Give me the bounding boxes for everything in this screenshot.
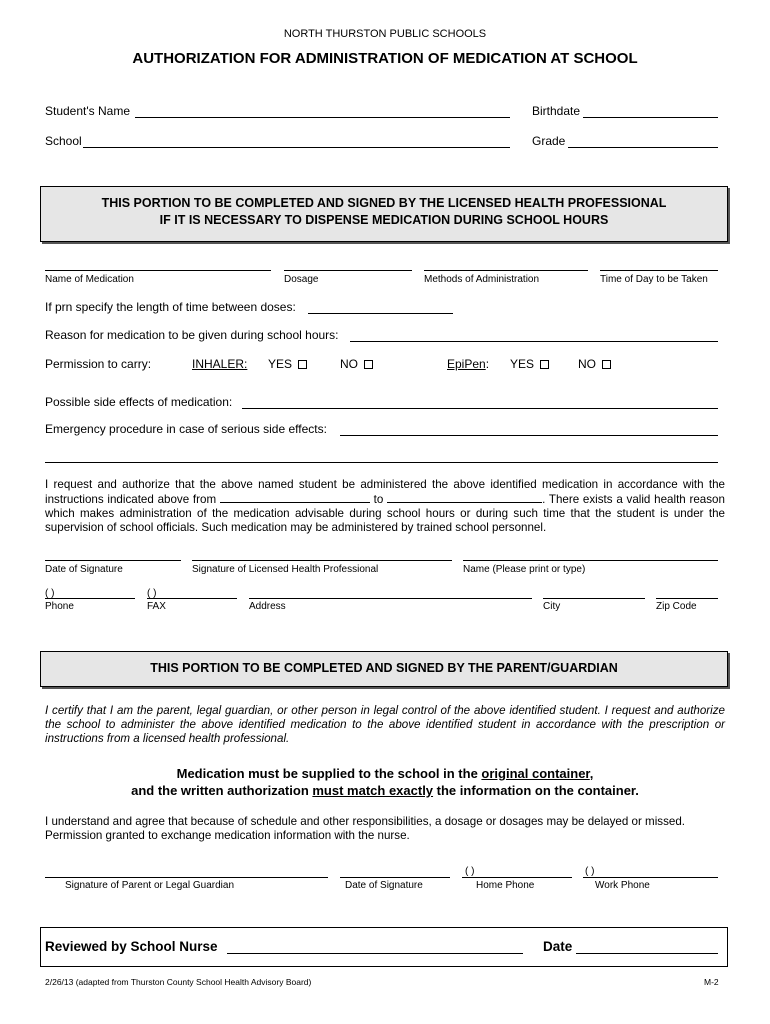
school-label: School xyxy=(45,134,82,148)
epipen-label: EpiPen xyxy=(447,357,486,371)
address-field[interactable] xyxy=(249,598,532,599)
medication-name-field[interactable] xyxy=(45,270,271,271)
student-name-label: Student's Name xyxy=(45,104,131,118)
parent-date-field[interactable] xyxy=(340,877,450,878)
dosage-label: Dosage xyxy=(284,274,319,285)
parent-signature-field[interactable] xyxy=(45,877,328,878)
nurse-signature-field[interactable] xyxy=(227,953,523,954)
student-name-field[interactable] xyxy=(135,117,510,118)
inhaler-no-label: NO xyxy=(340,357,358,371)
phone-field[interactable] xyxy=(45,598,135,599)
notice-line1 xyxy=(0,766,770,781)
section1-line1: THIS PORTION TO BE COMPLETED AND SIGNED BY THE LICENSED HEALTH PROFESSIONAL xyxy=(101,196,667,210)
epipen-colon: : xyxy=(485,357,490,371)
prof-date-label: Date of Signature xyxy=(45,564,123,575)
prof-signature-field[interactable] xyxy=(192,560,452,561)
home-phone-label: Home Phone xyxy=(476,880,535,891)
inhaler-yes-option[interactable] xyxy=(268,357,307,371)
notice-1b: original container xyxy=(481,766,590,781)
reason-field[interactable] xyxy=(350,341,718,342)
side-effects-label: Possible side effects of medication: xyxy=(45,395,233,409)
notice-line2 xyxy=(0,783,770,798)
inhaler-no-option[interactable] xyxy=(340,357,373,371)
prn-label: If prn specify the length of time between doses: xyxy=(45,300,296,314)
parent-section-header xyxy=(40,651,728,687)
footer-page-code: M-2 xyxy=(704,977,719,987)
nurse-date-field[interactable] xyxy=(576,953,718,954)
grade-field[interactable] xyxy=(568,147,718,148)
certify-paragraph: I certify that I am the parent, legal guardian, or other person in legal control of the above identified student. I request and authorize the school to administer the above identified medication to the above identified student in accordance with the prescription or instructions from a licensed health professional. xyxy=(45,704,725,745)
prn-field[interactable] xyxy=(308,313,453,314)
city-label: City xyxy=(543,601,561,612)
epipen-yes-checkbox[interactable] xyxy=(540,360,549,369)
epipen-yes-option[interactable] xyxy=(510,357,549,371)
reviewed-label: Reviewed by School Nurse xyxy=(45,939,218,954)
org-name: NORTH THURSTON PUBLIC SCHOOLS xyxy=(283,28,487,40)
home-area-code: ( ) xyxy=(465,866,475,877)
footer-left: 2/26/13 (adapted from Thurston County School Health Advisory Board) xyxy=(45,977,312,987)
permission-label: Permission to carry: xyxy=(45,357,152,371)
request-paragraph xyxy=(45,478,725,535)
epipen-yes-label: YES xyxy=(510,357,535,371)
work-phone-field[interactable] xyxy=(583,877,718,878)
to-date-field[interactable] xyxy=(387,492,542,503)
fax-label: FAX xyxy=(147,601,166,612)
nurse-date-label: Date xyxy=(543,939,573,954)
phone-label: Phone xyxy=(45,601,74,612)
prof-date-field[interactable] xyxy=(45,560,181,561)
notice-2c: the information on the container. xyxy=(433,783,639,798)
health-professional-section-header xyxy=(40,186,728,242)
reason-label: Reason for medication to be given during school hours: xyxy=(45,328,339,342)
notice-2b: must match exactly xyxy=(312,783,434,798)
zip-field[interactable] xyxy=(656,598,718,599)
birthdate-field[interactable] xyxy=(583,117,718,118)
fax-field[interactable] xyxy=(147,598,237,599)
zip-label: Zip Code xyxy=(656,601,697,612)
notice-1c: , xyxy=(589,766,594,781)
request-text-2: . There exists a valid health reason which makes administration of the medication advisable during school hours or during such time that the student is under the supervision of school officials. Such medication may be administered by trained school personnel. xyxy=(45,493,725,534)
prof-name-label: Name (Please print or type) xyxy=(463,564,586,575)
prof-name-field[interactable] xyxy=(463,560,718,561)
city-field[interactable] xyxy=(543,598,645,599)
fax-area-code: ( ) xyxy=(147,588,157,599)
form-title: AUTHORIZATION FOR ADMINISTRATION OF MEDICATION AT SCHOOL xyxy=(132,50,638,67)
prof-signature-label: Signature of Licensed Health Professional xyxy=(192,564,379,575)
section1-line2: IF IT IS NECESSARY TO DISPENSE MEDICATION DURING SCHOOL HOURS xyxy=(159,213,609,227)
work-phone-label: Work Phone xyxy=(595,880,650,891)
time-field[interactable] xyxy=(600,270,718,271)
medication-name-label: Name of Medication xyxy=(45,274,134,285)
epipen-no-checkbox[interactable] xyxy=(602,360,611,369)
epipen-no-label: NO xyxy=(578,357,596,371)
phone-area-code: ( ) xyxy=(45,588,55,599)
inhaler-yes-label: YES xyxy=(268,357,293,371)
inhaler-label: INHALER: xyxy=(192,357,248,371)
methods-label: Methods of Administration xyxy=(424,274,540,285)
grade-label: Grade xyxy=(532,134,566,148)
emergency-field-line2[interactable] xyxy=(45,462,718,463)
notice-2a: and the written authorization xyxy=(131,783,313,798)
birthdate-label: Birthdate xyxy=(532,104,581,118)
parent-date-label: Date of Signature xyxy=(345,880,423,891)
work-area-code: ( ) xyxy=(585,866,595,877)
epipen-no-option[interactable] xyxy=(578,357,611,371)
emergency-label: Emergency procedure in case of serious side effects: xyxy=(45,422,327,436)
emergency-field[interactable] xyxy=(340,435,718,436)
from-date-field[interactable] xyxy=(220,492,370,503)
section2-title: THIS PORTION TO BE COMPLETED AND SIGNED BY THE PARENT/GUARDIAN xyxy=(150,661,618,675)
side-effects-field[interactable] xyxy=(242,408,718,409)
understand-paragraph: I understand and agree that because of schedule and other responsibilities, a dosage or dosages may be delayed or missed. Permission granted to exchange medication information with the nurse. xyxy=(45,815,685,842)
school-field[interactable] xyxy=(83,147,510,148)
inhaler-yes-checkbox[interactable] xyxy=(298,360,307,369)
request-to: to xyxy=(373,493,384,506)
inhaler-no-checkbox[interactable] xyxy=(364,360,373,369)
address-label: Address xyxy=(249,601,286,612)
epipen-label-group xyxy=(447,357,489,371)
home-phone-field[interactable] xyxy=(462,877,572,878)
time-label: Time of Day to be Taken xyxy=(600,274,708,285)
parent-signature-label: Signature of Parent or Legal Guardian xyxy=(65,880,234,891)
notice-1a: Medication must be supplied to the school in the xyxy=(176,766,482,781)
request-text-1: I request and authorize that the above named student be administered the above identified medication in accordance with the instructions indicated above from xyxy=(45,478,725,506)
methods-field[interactable] xyxy=(424,270,588,271)
dosage-field[interactable] xyxy=(284,270,412,271)
